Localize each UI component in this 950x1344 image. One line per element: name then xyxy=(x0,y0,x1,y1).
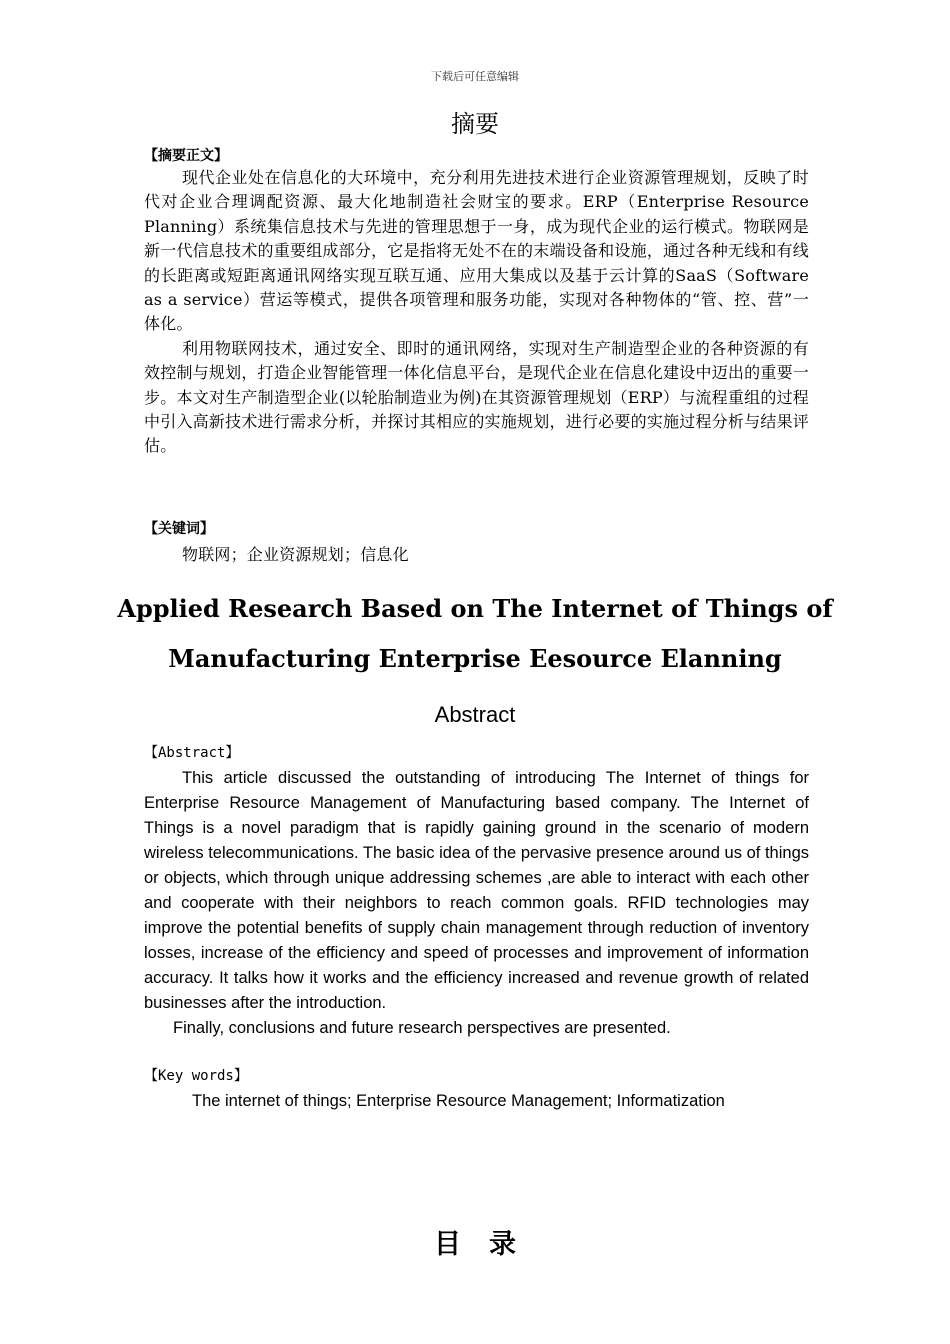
chinese-keywords-section xyxy=(144,519,809,567)
chinese-keywords-tag: 【关键词】 xyxy=(144,521,214,537)
table-of-contents-title: 目录 xyxy=(434,1229,544,1260)
english-abstract-section xyxy=(144,743,809,1041)
english-title-line-1: Applied Research Based on The Internet of Things of xyxy=(117,594,833,623)
english-abstract-body xyxy=(144,766,809,1041)
english-abstract-paragraph-2: Finally, conclusions and future research perspectives are presented. xyxy=(173,1019,671,1037)
chinese-abstract-paragraph-1: 现代企业处在信息化的大环境中，充分利用先进技术进行企业资源管理规划，反映了时代对企业合理调配资源、最大化地制造社会财宝的要求。ERP（Enterprise Resource Planning）系统集信息技术与先进的管理思想于一身，成为现代企业的运行模式。物联网是新一代信息技术的重要组成部分，它是指将无处不在的末端设备和设施，通过各种无线和有线的长距离或短距离通讯网络实现互联互通、应用大集成以及基于云计算的SaaS（Software as a service）营运等模式，提供各项管理和服务功能，实现对各种物体的“管、控、营”一体化。 xyxy=(144,168,809,334)
chinese-abstract-title: 摘要 xyxy=(451,110,499,138)
english-title-line-2: Manufacturing Enterprise Eesource Elanning xyxy=(168,644,782,673)
chinese-keywords-text: 物联网；企业资源规划；信息化 xyxy=(182,545,409,564)
english-abstract-tag: 【Abstract】 xyxy=(144,745,240,761)
header-note: 下载后可任意编辑 xyxy=(431,70,519,83)
english-keywords-tag: 【Key words】 xyxy=(144,1068,248,1084)
chinese-abstract-body xyxy=(144,166,809,459)
english-abstract-heading: Abstract xyxy=(434,702,516,727)
chinese-abstract-paragraph-2: 利用物联网技术，通过安全、即时的通讯网络，实现对生产制造型企业的各种资源的有效控制与规划，打造企业智能管理一体化信息平台，是现代企业在信息化建设中迈出的重要一步。本文对生产制造型企业(以轮胎制造业为例)在其资源管理规划（ERP）与流程重组的过程中引入高新技术进行需求分析，并探讨其相应的实施规划，进行必要的实施过程分析与结果评估。 xyxy=(144,338,809,456)
chinese-abstract-tag: 【摘要正文】 xyxy=(144,148,228,164)
english-keywords-text: The internet of things; Enterprise Resource Management; Informatization xyxy=(192,1092,725,1110)
english-keywords-section xyxy=(144,1066,809,1113)
english-abstract-paragraph-1: This article discussed the outstanding of introducing The Internet of things for Enterprise Resource Management of Manufacturing based company. The Internet of Things is a novel paradigm that is rapidly gaining ground in the scenario of modern wireless telecommunications. The basic idea of the pervasive presence around us of things or objects, which through unique addressing schemes ,are able to interact with each other and cooperate with their neighbors to reach common goals. RFID technologies may improve the potential benefits of supply chain management through reduction of inventory losses, increase of the efficiency and speed of processes and improvement of information accuracy. It talks how it works and the efficiency increased and revenue growth of related businesses after the introduction. xyxy=(144,769,809,1012)
chinese-abstract-section xyxy=(144,146,809,459)
